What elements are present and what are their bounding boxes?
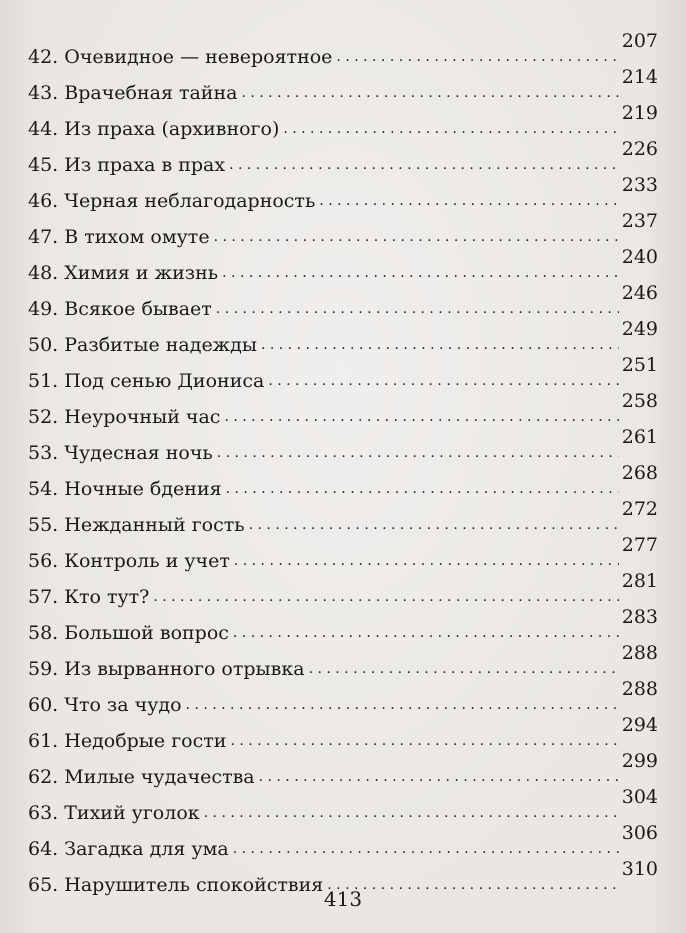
toc-entry-page: 261	[621, 426, 658, 448]
toc-entry	[28, 204, 658, 248]
toc-entry-title: 42. Очевидное — невероятное	[28, 46, 333, 68]
toc-entry	[28, 636, 658, 680]
toc-entry-title: 47. В тихом омуте	[28, 226, 210, 248]
toc-entry	[28, 312, 658, 356]
page-number: 413	[323, 887, 363, 911]
toc-entry-page: 246	[621, 282, 658, 304]
toc-entry-title: 55. Нежданный гость	[28, 514, 245, 536]
toc-entry-page: 310	[621, 858, 658, 880]
toc-entry	[28, 672, 658, 716]
toc-entry	[28, 96, 658, 140]
toc-entry	[28, 24, 658, 68]
toc-entry-page: 277	[621, 534, 658, 556]
toc-entry-title: 59. Из вырванного отрывка	[28, 658, 305, 680]
toc-entry-title: 56. Контроль и учет	[28, 550, 230, 572]
toc-entry	[28, 420, 658, 464]
toc-entry-page: 272	[621, 498, 658, 520]
toc-entry	[28, 492, 658, 536]
toc-entry-page: 306	[621, 822, 658, 844]
toc-entry-page: 251	[621, 354, 658, 376]
toc-entry-title: 48. Химия и жизнь	[28, 262, 219, 284]
toc-entry-page: 288	[621, 678, 658, 700]
toc-entry	[28, 168, 658, 212]
toc-entry-title: 64. Загадка для ума	[28, 838, 229, 860]
toc-entry-page: 214	[621, 66, 658, 88]
toc-entry-page: 249	[621, 318, 658, 340]
toc-entry-page: 207	[621, 30, 658, 52]
toc-entry-title: 52. Неурочный час	[28, 406, 221, 428]
toc-entry-page: 237	[621, 210, 658, 232]
toc-entry-title: 60. Что за чудо	[28, 694, 182, 716]
toc-entry-page: 268	[621, 462, 658, 484]
toc-entry-title: 44. Из праха (архивного)	[28, 118, 280, 140]
toc-entry-title: 61. Недобрые гости	[28, 730, 227, 752]
toc-entry	[28, 744, 658, 788]
toc-entry	[28, 528, 658, 572]
toc-entry	[28, 276, 658, 320]
toc-entry-title: 53. Чудесная ночь	[28, 442, 213, 464]
toc-entry-page: 299	[621, 750, 658, 772]
toc-entry-page: 288	[621, 642, 658, 664]
toc-entry	[28, 240, 658, 284]
toc-entry-title: 57. Кто тут?	[28, 586, 150, 608]
toc-entry-title: 43. Врачебная тайна	[28, 82, 238, 104]
toc-entry-title: 51. Под сенью Диониса	[28, 370, 265, 392]
toc-entry	[28, 600, 658, 644]
toc-entry-title: 62. Милые чудачества	[28, 766, 255, 788]
toc-entry-title: 49. Всякое бывает	[28, 298, 212, 320]
toc-entry	[28, 456, 658, 500]
toc-entry	[28, 816, 658, 860]
toc-entry-title: 45. Из праха в прах	[28, 154, 226, 176]
toc-entry-page: 304	[621, 786, 658, 808]
toc-entry	[28, 132, 658, 176]
toc-entry-page: 258	[621, 390, 658, 412]
toc-entry-page: 294	[621, 714, 658, 736]
toc-entry-page: 219	[621, 102, 658, 124]
table-of-contents	[28, 24, 658, 896]
toc-entry	[28, 384, 658, 428]
toc-entry-title: 65. Нарушитель спокойствия	[28, 874, 324, 896]
toc-entry-page: 233	[621, 174, 658, 196]
toc-entry-title: 58. Большой вопрос	[28, 622, 229, 644]
toc-entry	[28, 852, 658, 896]
toc-entry-title: 63. Тихий уголок	[28, 802, 200, 824]
toc-entry	[28, 780, 658, 824]
toc-entry-title: 54. Ночные бдения	[28, 478, 222, 500]
toc-entry-title: 50. Разбитые надежды	[28, 334, 257, 356]
toc-entry-title: 46. Черная неблагодарность	[28, 190, 316, 212]
toc-entry	[28, 708, 658, 752]
toc-entry-page: 283	[621, 606, 658, 628]
toc-entry	[28, 564, 658, 608]
toc-entry-page: 240	[621, 246, 658, 268]
toc-entry-page: 281	[621, 570, 658, 592]
toc-entry	[28, 348, 658, 392]
toc-entry	[28, 60, 658, 104]
toc-entry-page: 226	[621, 138, 658, 160]
